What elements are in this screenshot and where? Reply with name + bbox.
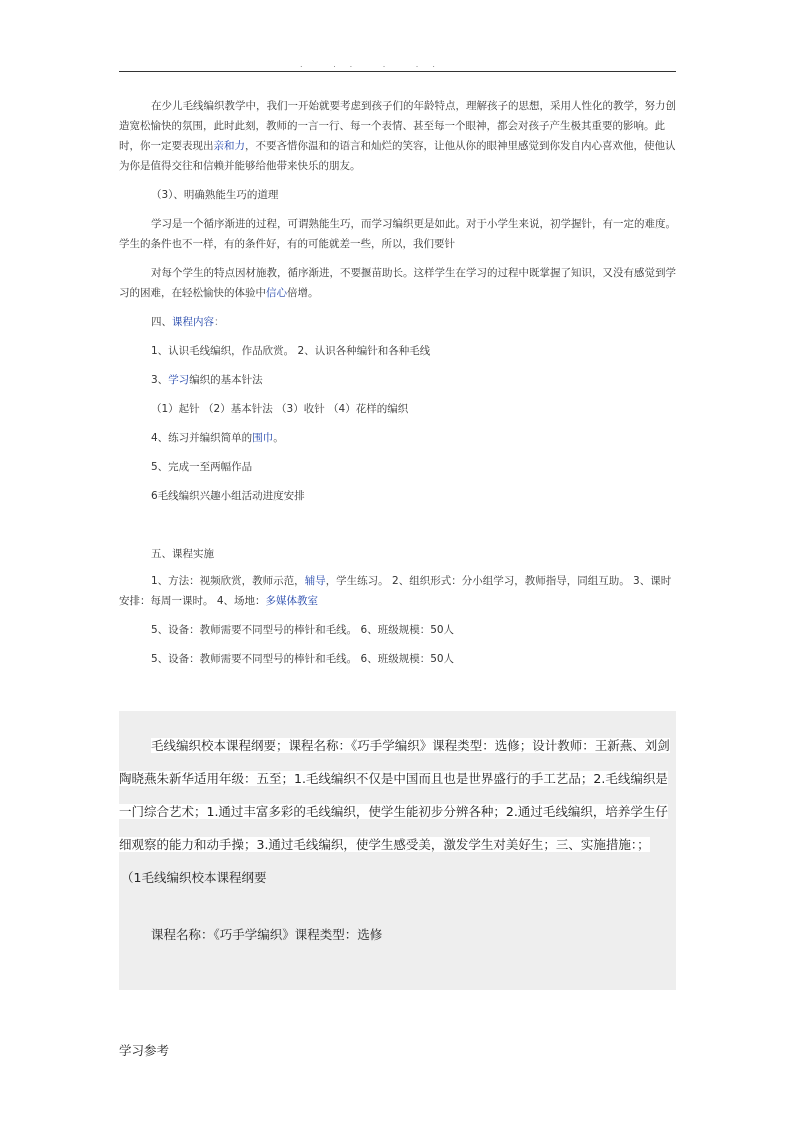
p1-text-b: ，不要吝惜你温和的语言和灿烂的笑容，让他从你的眼神里感觉到你发自内心喜欢他，使他认为你是值得交往和信赖并能够给他带来快乐的朋友。: [119, 140, 676, 172]
content-item-6: 6毛线编织兴趣小组活动进度安排: [151, 490, 305, 502]
sec4-prefix: 四、: [151, 316, 172, 328]
section-five-heading: 五、课程实施: [151, 548, 214, 560]
content-item-4: [119, 428, 676, 448]
header-rule: [119, 71, 676, 72]
document-body: [119, 96, 676, 669]
equipment-line-2: 5、设备：教师需要不同型号的棒针和毛线。 6、班级规模：50人: [151, 653, 455, 665]
p3-text-b: 倍增。: [287, 287, 319, 299]
impl-text-a: 1、方法：视频欣赏，教师示范，: [151, 575, 305, 587]
link-affinity[interactable]: 亲和力: [213, 140, 245, 152]
header-dots: . .. . ..: [300, 60, 449, 69]
summary-text-main: 毛线编织校本课程纲要；课程名称：《巧手学编织》课程类型：选修；设计教师：王新燕、刘剑陶晓燕朱新华适用年级：五至；1.毛线编织不仅是中国而且也是世界盛行的手工艺品；2.毛线编织是一门综合艺术；1.通过丰富多彩的毛线编织，使学生能初步分辨各种；2.通过毛线编织，培养学生仔细观察的能力和动手操；3.通过毛线编织，使学生感受美，激发学生对美好生；三、实施措施：；: [119, 738, 670, 852]
item4-text-b: 。: [273, 432, 284, 444]
impl-text-b: ，学生练习。 2、组织形式：分小组学习，教师指导，同组互助。 3、课时安排：每周一课时。 4、场地：: [119, 575, 672, 607]
page-footer: 学习参考: [119, 1043, 170, 1058]
link-confidence[interactable]: 信心: [266, 287, 287, 299]
link-tutoring[interactable]: 辅导: [304, 575, 326, 587]
link-study[interactable]: 学习: [168, 374, 190, 386]
heading-practice-makes-perfect: （3）、明确熟能生巧的道理: [151, 189, 279, 201]
paragraph-gradual-process: 学习是一个循序渐进的过程，可谓熟能生巧，而学习编织更是如此。对于小学生来说，初学握针，有一定的难度。学生的条件也不一样，有的条件好，有的可能就差一些，所以，我们要针: [119, 218, 676, 250]
summary-course-line: 课程名称：《巧手学编织》课程类型：选修: [151, 927, 383, 942]
paragraph-individual-teaching: [119, 263, 676, 303]
equipment-line-1: 5、设备：教师需要不同型号的棒针和毛线。 6、班级规模：50人: [151, 624, 455, 636]
link-multimedia-classroom[interactable]: 多媒体教室: [265, 595, 319, 607]
summary-box: [119, 711, 676, 990]
content-item-5: 5、完成一至两幅作品: [151, 461, 253, 473]
link-course-content[interactable]: 课程内容: [172, 316, 214, 328]
item3-prefix: 3、: [151, 374, 169, 386]
sec4-suffix: ：: [214, 316, 225, 328]
content-item-3: [119, 370, 676, 390]
p3-text-a: 对每个学生的特点因材施教，循序渐进，不要揠苗助长。这样学生在学习的过程中既掌握了知识，又没有感觉到学习的困难，在轻松愉快的体验中: [119, 267, 676, 299]
paragraph-teaching-atmosphere: [119, 96, 676, 176]
link-scarf[interactable]: 围巾: [252, 432, 274, 444]
summary-text: [119, 729, 676, 861]
implementation-details: [119, 571, 676, 611]
content-item-1: 1、认识毛线编织，作品欣赏。 2、认识各种编针和各种毛线: [151, 345, 431, 357]
summary-subtitle: （1毛线编织校本课程纲要: [121, 870, 267, 885]
section-four-heading: [119, 312, 676, 332]
stitch-list: （1）起针 （2）基本针法 （3）收针 （4）花样的编织: [151, 403, 409, 415]
p1-text-a: 在少儿毛线编织教学中，我们一开始就要考虑到孩子们的年龄特点，理解孩子的思想，采用人性化的教学，努力创造宽松愉快的氛围，此时此刻，教师的一言一行、每一个表情、甚至每一个眼神，都会对孩子产生极其重要的影响。此时，你一定要表现出: [119, 100, 676, 152]
item3-suffix: 编织的基本针法: [189, 374, 263, 386]
item4-text-a: 4、练习并编织简单的: [151, 432, 253, 444]
